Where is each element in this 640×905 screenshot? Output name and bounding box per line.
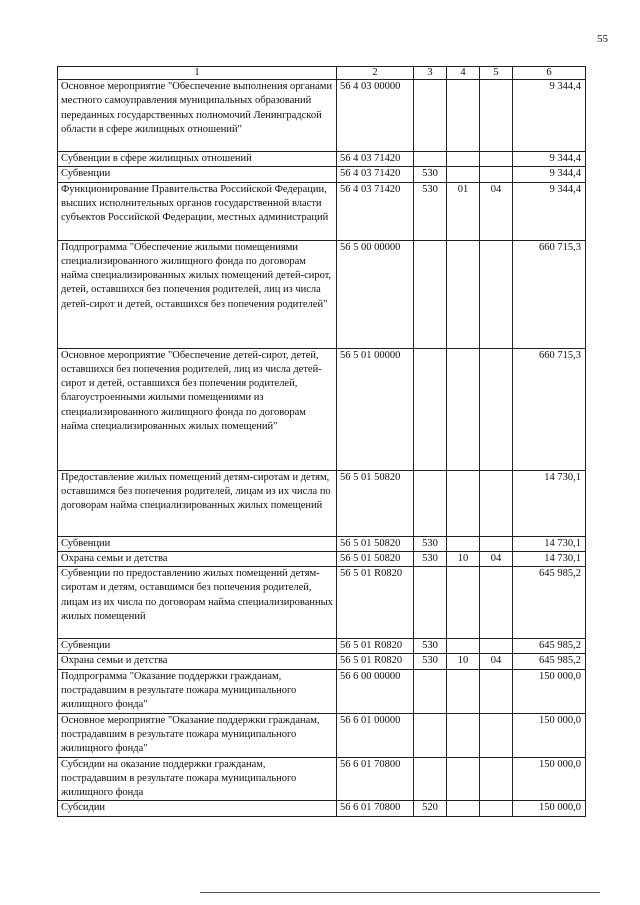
row-name: Субвенции — [58, 536, 337, 551]
row-sum: 9 344,4 — [513, 182, 586, 240]
row-pr — [480, 152, 513, 167]
row-vr: 530 — [414, 639, 447, 654]
row-code: 56 5 01 00000 — [337, 348, 414, 470]
row-sum: 150 000,0 — [513, 669, 586, 713]
row-code: 56 6 01 70800 — [337, 801, 414, 816]
row-rz — [447, 757, 480, 801]
row-code: 56 4 03 00000 — [337, 80, 414, 152]
row-code: 56 4 03 71420 — [337, 152, 414, 167]
budget-table — [57, 66, 586, 817]
table-row — [58, 167, 586, 182]
row-code: 56 6 00 00000 — [337, 669, 414, 713]
row-name: Субвенции в сфере жилищных отношений — [58, 152, 337, 167]
row-vr — [414, 757, 447, 801]
row-vr — [414, 240, 447, 348]
row-vr — [414, 152, 447, 167]
row-name: Субвенции по предоставлению жилых помещений детям-сиротам и детям, оставшимся без попечения родителей, лицам из их числа по договорам найма специализированных жилых помещений — [58, 567, 337, 639]
row-code: 56 6 01 70800 — [337, 757, 414, 801]
row-sum: 14 730,1 — [513, 536, 586, 551]
header-cell: 6 — [513, 67, 586, 80]
row-pr — [480, 536, 513, 551]
row-pr: 04 — [480, 654, 513, 669]
row-name: Субсидии — [58, 801, 337, 816]
row-rz — [447, 801, 480, 816]
row-sum: 645 985,2 — [513, 639, 586, 654]
row-rz — [447, 567, 480, 639]
row-pr — [480, 639, 513, 654]
row-sum: 660 715,3 — [513, 348, 586, 470]
row-vr — [414, 80, 447, 152]
row-pr — [480, 567, 513, 639]
row-code: 56 5 00 00000 — [337, 240, 414, 348]
row-vr: 530 — [414, 182, 447, 240]
row-pr: 04 — [480, 551, 513, 566]
header-cell: 2 — [337, 67, 414, 80]
row-name: Субвенции — [58, 167, 337, 182]
row-sum: 645 985,2 — [513, 567, 586, 639]
row-pr — [480, 470, 513, 536]
row-rz — [447, 669, 480, 713]
page-number: 55 — [597, 33, 608, 45]
row-vr: 530 — [414, 536, 447, 551]
row-name: Охрана семьи и детства — [58, 551, 337, 566]
row-pr: 04 — [480, 182, 513, 240]
row-rz: 10 — [447, 654, 480, 669]
row-rz — [447, 80, 480, 152]
row-vr: 530 — [414, 654, 447, 669]
row-name: Функционирование Правительства Российской Федерации, высших исполнительных органов государственной власти субъектов Российской Федерации, местных администраций — [58, 182, 337, 240]
table-row — [58, 639, 586, 654]
row-sum: 9 344,4 — [513, 167, 586, 182]
row-sum: 660 715,3 — [513, 240, 586, 348]
row-name: Подпрограмма "Обеспечение жилыми помещениями специализированного жилищного фонда по договорам найма специализированных жилых помещений детей-сирот, детей, оставшихся без попечения родителей, лиц из числа детей-сирот и детей, оставшихся без попечения родителей" — [58, 240, 337, 348]
row-code: 56 5 01 R0820 — [337, 654, 414, 669]
row-code: 56 5 01 50820 — [337, 536, 414, 551]
table-row — [58, 152, 586, 167]
row-sum: 14 730,1 — [513, 551, 586, 566]
table-row — [58, 240, 586, 348]
row-rz: 10 — [447, 551, 480, 566]
row-vr — [414, 470, 447, 536]
row-rz — [447, 713, 480, 757]
row-sum: 14 730,1 — [513, 470, 586, 536]
row-vr — [414, 567, 447, 639]
row-name: Субсидии на оказание поддержки гражданам, пострадавшим в результате пожара муниципального жилищного фонда — [58, 757, 337, 801]
table-row — [58, 348, 586, 470]
row-sum: 645 985,2 — [513, 654, 586, 669]
row-rz: 01 — [447, 182, 480, 240]
row-rz — [447, 470, 480, 536]
row-sum: 9 344,4 — [513, 152, 586, 167]
header-cell: 1 — [58, 67, 337, 80]
row-pr — [480, 757, 513, 801]
row-rz — [447, 152, 480, 167]
row-sum: 150 000,0 — [513, 757, 586, 801]
row-vr — [414, 348, 447, 470]
row-sum: 150 000,0 — [513, 713, 586, 757]
row-rz — [447, 639, 480, 654]
row-vr: 520 — [414, 801, 447, 816]
table-row — [58, 713, 586, 757]
row-rz — [447, 348, 480, 470]
row-pr — [480, 80, 513, 152]
header-cell: 4 — [447, 67, 480, 80]
row-rz — [447, 167, 480, 182]
row-pr — [480, 167, 513, 182]
table-row — [58, 551, 586, 566]
table-row — [58, 80, 586, 152]
table-row — [58, 182, 586, 240]
row-rz — [447, 240, 480, 348]
table-row — [58, 801, 586, 816]
row-name: Основное мероприятие "Обеспечение детей-сирот, детей, оставшихся без попечения родителей, лиц из числа детей-сирот и детей, оставшихся без попечения родителей, благоустроенными жилыми помещениями из специализированного жилищного фонда по договорам найма специализированных жилых помещений" — [58, 348, 337, 470]
row-name: Основное мероприятие "Обеспечение выполнения органами местного самоуправления муниципальных образований переданных государственных полномочий Ленинградской области в сфере жилищных отношений" — [58, 80, 337, 152]
table-row — [58, 654, 586, 669]
row-vr — [414, 713, 447, 757]
header-cell: 3 — [414, 67, 447, 80]
row-pr — [480, 801, 513, 816]
row-code: 56 5 01 50820 — [337, 470, 414, 536]
row-sum: 9 344,4 — [513, 80, 586, 152]
row-code: 56 6 01 00000 — [337, 713, 414, 757]
header-cell: 5 — [480, 67, 513, 80]
table-header-row — [58, 67, 586, 80]
table-body — [58, 80, 586, 817]
row-code: 56 5 01 R0820 — [337, 567, 414, 639]
row-code: 56 5 01 50820 — [337, 551, 414, 566]
row-name: Охрана семьи и детства — [58, 654, 337, 669]
table-row — [58, 757, 586, 801]
row-name: Предоставление жилых помещений детям-сиротам и детям, оставшимся без попечения родителей, лицам из их числа по договорам найма специализированных жилых помещений — [58, 470, 337, 536]
row-rz — [447, 536, 480, 551]
row-name: Субвенции — [58, 639, 337, 654]
table-row — [58, 470, 586, 536]
row-pr — [480, 240, 513, 348]
row-code: 56 4 03 71420 — [337, 167, 414, 182]
row-pr — [480, 348, 513, 470]
table-row — [58, 536, 586, 551]
row-name: Основное мероприятие "Оказание поддержки гражданам, пострадавшим в результате пожара муниципального жилищного фонда" — [58, 713, 337, 757]
bottom-rule — [200, 892, 600, 893]
row-vr — [414, 669, 447, 713]
table-row — [58, 567, 586, 639]
row-pr — [480, 669, 513, 713]
row-name: Подпрограмма "Оказание поддержки гражданам, пострадавшим в результате пожара муниципального жилищного фонда" — [58, 669, 337, 713]
row-pr — [480, 713, 513, 757]
table-row — [58, 669, 586, 713]
row-code: 56 5 01 R0820 — [337, 639, 414, 654]
row-code: 56 4 03 71420 — [337, 182, 414, 240]
row-sum: 150 000,0 — [513, 801, 586, 816]
row-vr: 530 — [414, 167, 447, 182]
row-vr: 530 — [414, 551, 447, 566]
